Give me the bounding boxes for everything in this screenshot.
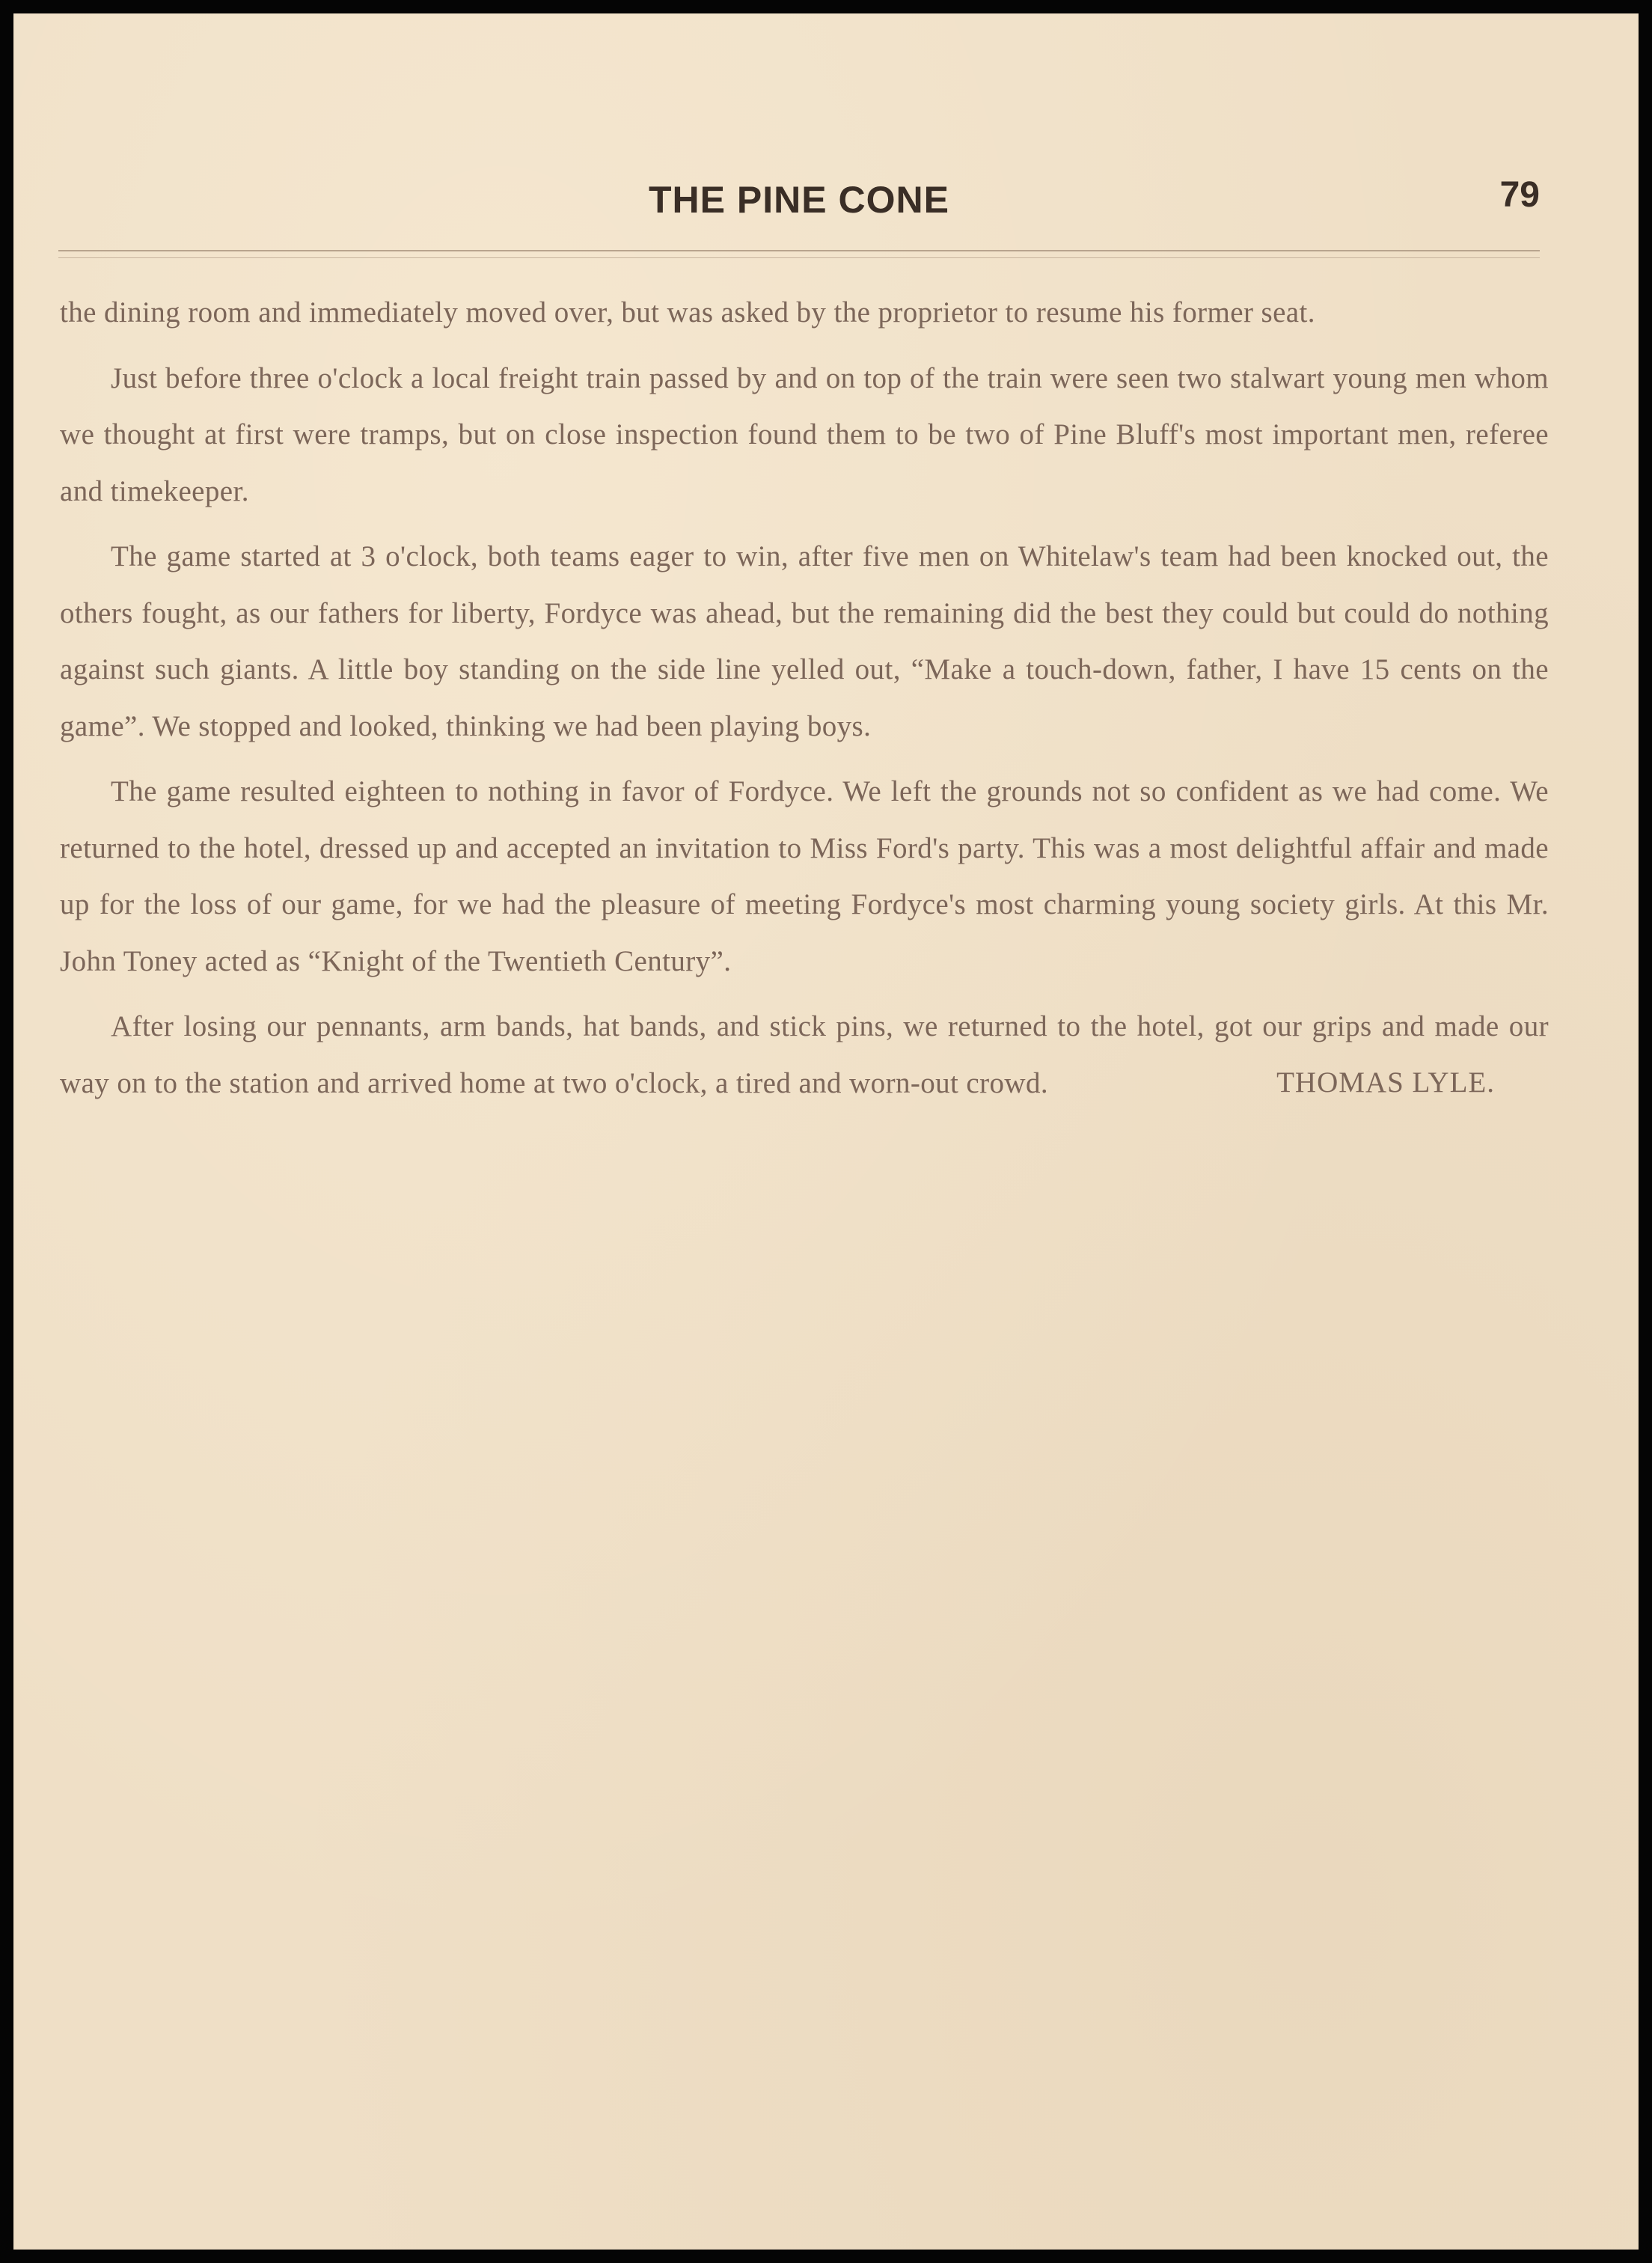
article-body xyxy=(60,284,1549,1111)
paragraph: the dining room and immediately moved over, but was asked by the proprietor to resume his former seat. xyxy=(60,296,1315,329)
running-title: THE PINE CONE xyxy=(649,179,949,221)
paragraph: Just before three o'clock a local freight train passed by and on top of the train were seen two stalwart young men whom we thought at first were tramps, but on close inspection found them to be two of Pine Bluff's most important men, referee and timekeeper. xyxy=(60,361,1549,507)
paragraph: The game started at 3 o'clock, both teams eager to win, after five men on Whitelaw's team had been knocked out, the others fought, as our fathers for liberty, Fordyce was ahead, but the remaining did the best they could but could do nothing against such giants. A little boy standing on the side line yelled out, “Make a touch-down, father, I have 15 cents on the game”. We stopped and looked, thinking we had been playing boys. xyxy=(60,540,1549,742)
paragraph: After losing our pennants, arm bands, hat bands, and stick pins, we returned to the hotel, got our grips and made our way on to the station and arrived home at two o'clock, a tired and worn-out crowd. xyxy=(60,1010,1549,1099)
header-rule xyxy=(58,250,1540,251)
author-signature: THOMAS LYLE. xyxy=(1276,1066,1495,1099)
page-header xyxy=(58,171,1540,238)
page-number: 79 xyxy=(1499,175,1540,215)
paragraph: The game resulted eighteen to nothing in favor of Fordyce. We left the grounds not so confident as we had come. We returned to the hotel, dressed up and accepted an invitation to Miss Ford's party. This was a most delightful affair and made up for the loss of our game, for we had the pleasure of meeting Fordyce's most charming young society girls. At this Mr. John Toney acted as “Knight of the Twentieth Century”. xyxy=(60,775,1549,977)
header-rule-thin xyxy=(58,257,1540,258)
